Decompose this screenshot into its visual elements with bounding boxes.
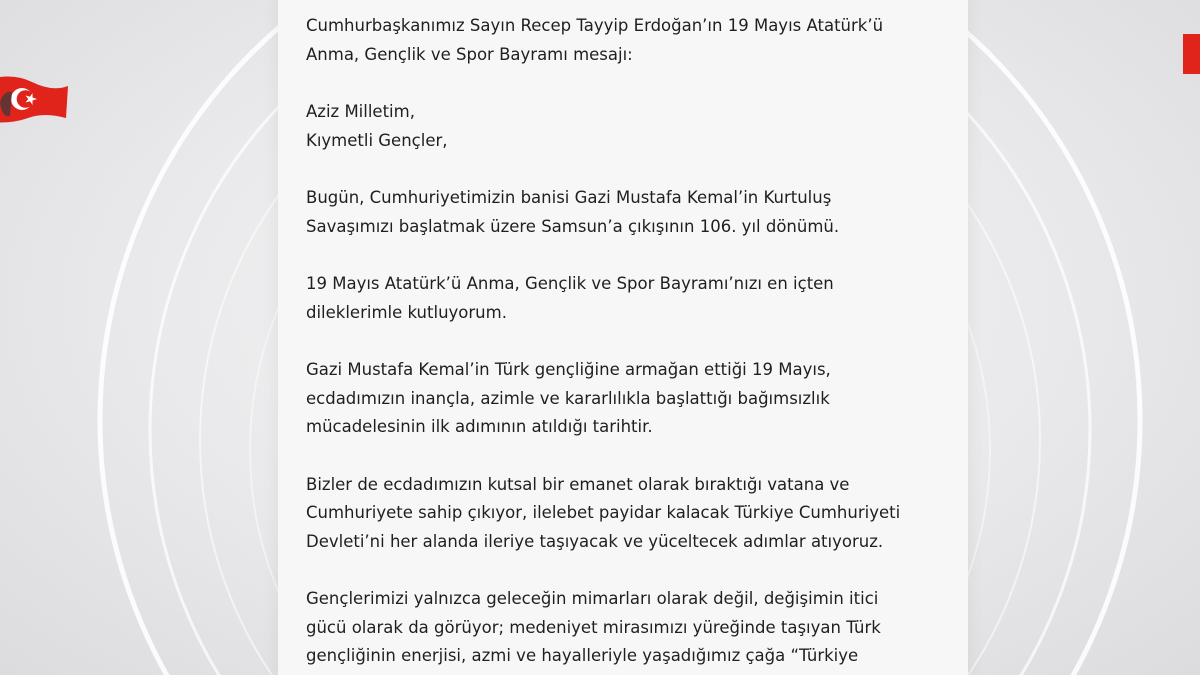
paragraph-3: Gazi Mustafa Kemal’in Türk gençliğine armağan ettiği 19 Mayıs, ecdadımızın inançla, azimle ve kararlılıkla başlattığı bağımsızlık mücadelesinin ilk adımının atıldığı tarihtir. — [306, 360, 831, 436]
paragraph-greeting: Aziz Milletim, Kıymetli Gençler, — [306, 102, 448, 150]
paragraph-5: Gençlerimizi yalnızca geleceğin mimarları olarak değil, değişimin itici gücü olarak da görüyor; medeniyet mirasımızı yüreğinde taşıyan Türk gençliğinin enerjisi, azmi ve hayalleriyle yaşadığımız çağa “Türkiye — [306, 589, 881, 665]
paragraph-1: Bugün, Cumhuriyetimizin banisi Gazi Mustafa Kemal’in Kurtuluş Savaşımızı başlatmak üzere Samsun’a çıkışının 106. yıl dönümü. — [306, 188, 840, 236]
paragraph-title: Cumhurbaşkanımız Sayın Recep Tayyip Erdoğan’ın 19 Mayıs Atatürk’ü Anma, Gençlik ve Spor Bayramı mesajı: — [306, 16, 884, 64]
paragraph-4: Bizler de ecdadımızın kutsal bir emanet olarak bıraktığı vatana ve Cumhuriyete sahip çıkıyor, ilelebet payidar kalacak Türkiye Cumhuriyeti Devleti’ni her alanda ileriye taşıyacak ve yüceltecek adımlar atıyoruz. — [306, 474, 901, 551]
message-text — [306, 12, 946, 675]
turkish-flag-icon — [0, 72, 72, 128]
broadcast-red-tab — [1183, 34, 1200, 74]
message-document — [278, 0, 968, 675]
paragraph-2: 19 Mayıs Atatürk’ü Anma, Gençlik ve Spor Bayramı’nızı en içten dileklerimle kutluyorum. — [306, 274, 834, 322]
